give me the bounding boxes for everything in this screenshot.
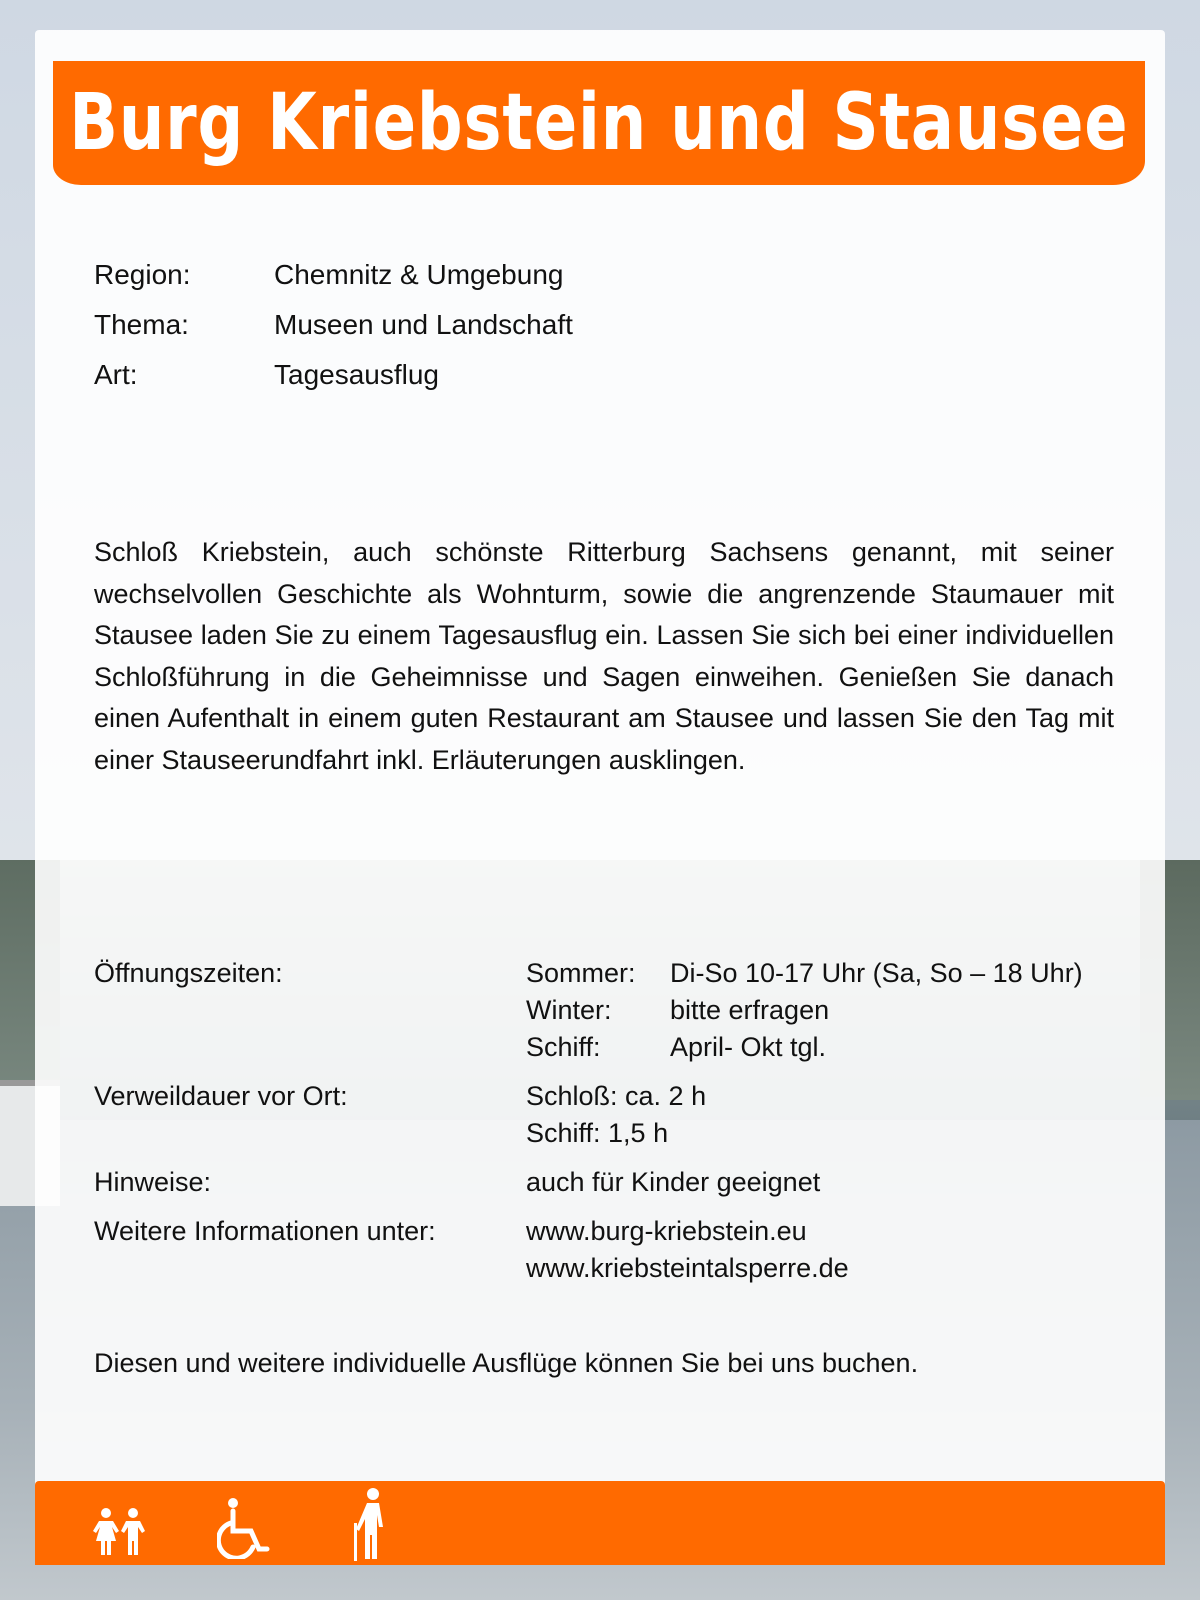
title-banner: [53, 61, 1145, 185]
info-row-duration: [94, 1078, 1164, 1152]
meta-row-type: [94, 350, 573, 400]
opening-winter: [526, 992, 1083, 1029]
season-time: April- Okt tgl.: [670, 1032, 827, 1062]
content-card: [35, 30, 1165, 1565]
booking-note: Diesen und weitere individuelle Ausflüge können Sie bei uns buchen.: [94, 1348, 919, 1378]
info-table: [94, 955, 1164, 1287]
meta-list: [94, 250, 573, 400]
season-time: Di-So 10-17 Uhr (Sa, So – 18 Uhr): [670, 958, 1083, 988]
season-label: Winter:: [526, 995, 612, 1025]
page-title: Burg Kriebstein und Stausee: [69, 78, 1129, 168]
info-row-links: [94, 1213, 1164, 1287]
link-kriebsteintalsperre[interactable]: www.kriebsteintalsperre.de: [526, 1253, 849, 1283]
meta-label: Region:: [94, 259, 191, 290]
meta-row-theme: [94, 300, 573, 350]
meta-value: Museen und Landschaft: [274, 309, 573, 340]
notes-value: auch für Kinder geeignet: [526, 1167, 821, 1197]
meta-row-region: [94, 250, 573, 300]
opening-label: Öffnungszeiten:: [94, 958, 283, 988]
duration-ship: Schiff: 1,5 h: [526, 1118, 669, 1148]
meta-value: Tagesausflug: [274, 359, 440, 390]
season-label: Sommer:: [526, 958, 636, 988]
opening-summer: [526, 955, 1083, 992]
info-row-notes: [94, 1164, 1164, 1201]
meta-label: Art:: [94, 359, 138, 390]
more-info-label: Weitere Informationen unter:: [94, 1216, 436, 1246]
wheelchair-icon: [217, 1497, 273, 1559]
meta-label: Thema:: [94, 309, 189, 340]
notes-label: Hinweise:: [94, 1167, 212, 1197]
link-burg-kriebstein[interactable]: www.burg-kriebstein.eu: [526, 1216, 807, 1246]
info-row-opening: [94, 955, 1164, 1066]
season-time: bitte erfragen: [670, 995, 830, 1025]
senior-icon: [349, 1487, 393, 1561]
meta-value: Chemnitz & Umgebung: [274, 259, 564, 290]
season-label: Schiff:: [526, 1032, 601, 1062]
children-icon: [91, 1507, 151, 1557]
description-paragraph: Schloß Kriebstein, auch schönste Ritterburg Sachsens genannt, mit seiner wechselvollen Geschichte als Wohnturm, sowie die angrenzende Staumauer mit Stausee laden Sie zu einem Tagesausflug ein. Lassen Sie sich bei einer individuellen Schloßführung in die Geheimnisse und Sagen einweihen. Genießen Sie danach einen Aufenthalt in einem guten Restaurant am Stausee und lassen Sie den Tag mit einer Stauseerundfahrt inkl. Erläuterungen ausklingen.: [94, 537, 1114, 775]
opening-ship: [526, 1029, 1083, 1066]
footer-bar: [35, 1481, 1165, 1565]
duration-castle: Schloß: ca. 2 h: [526, 1081, 707, 1111]
duration-label: Verweildauer vor Ort:: [94, 1081, 348, 1111]
